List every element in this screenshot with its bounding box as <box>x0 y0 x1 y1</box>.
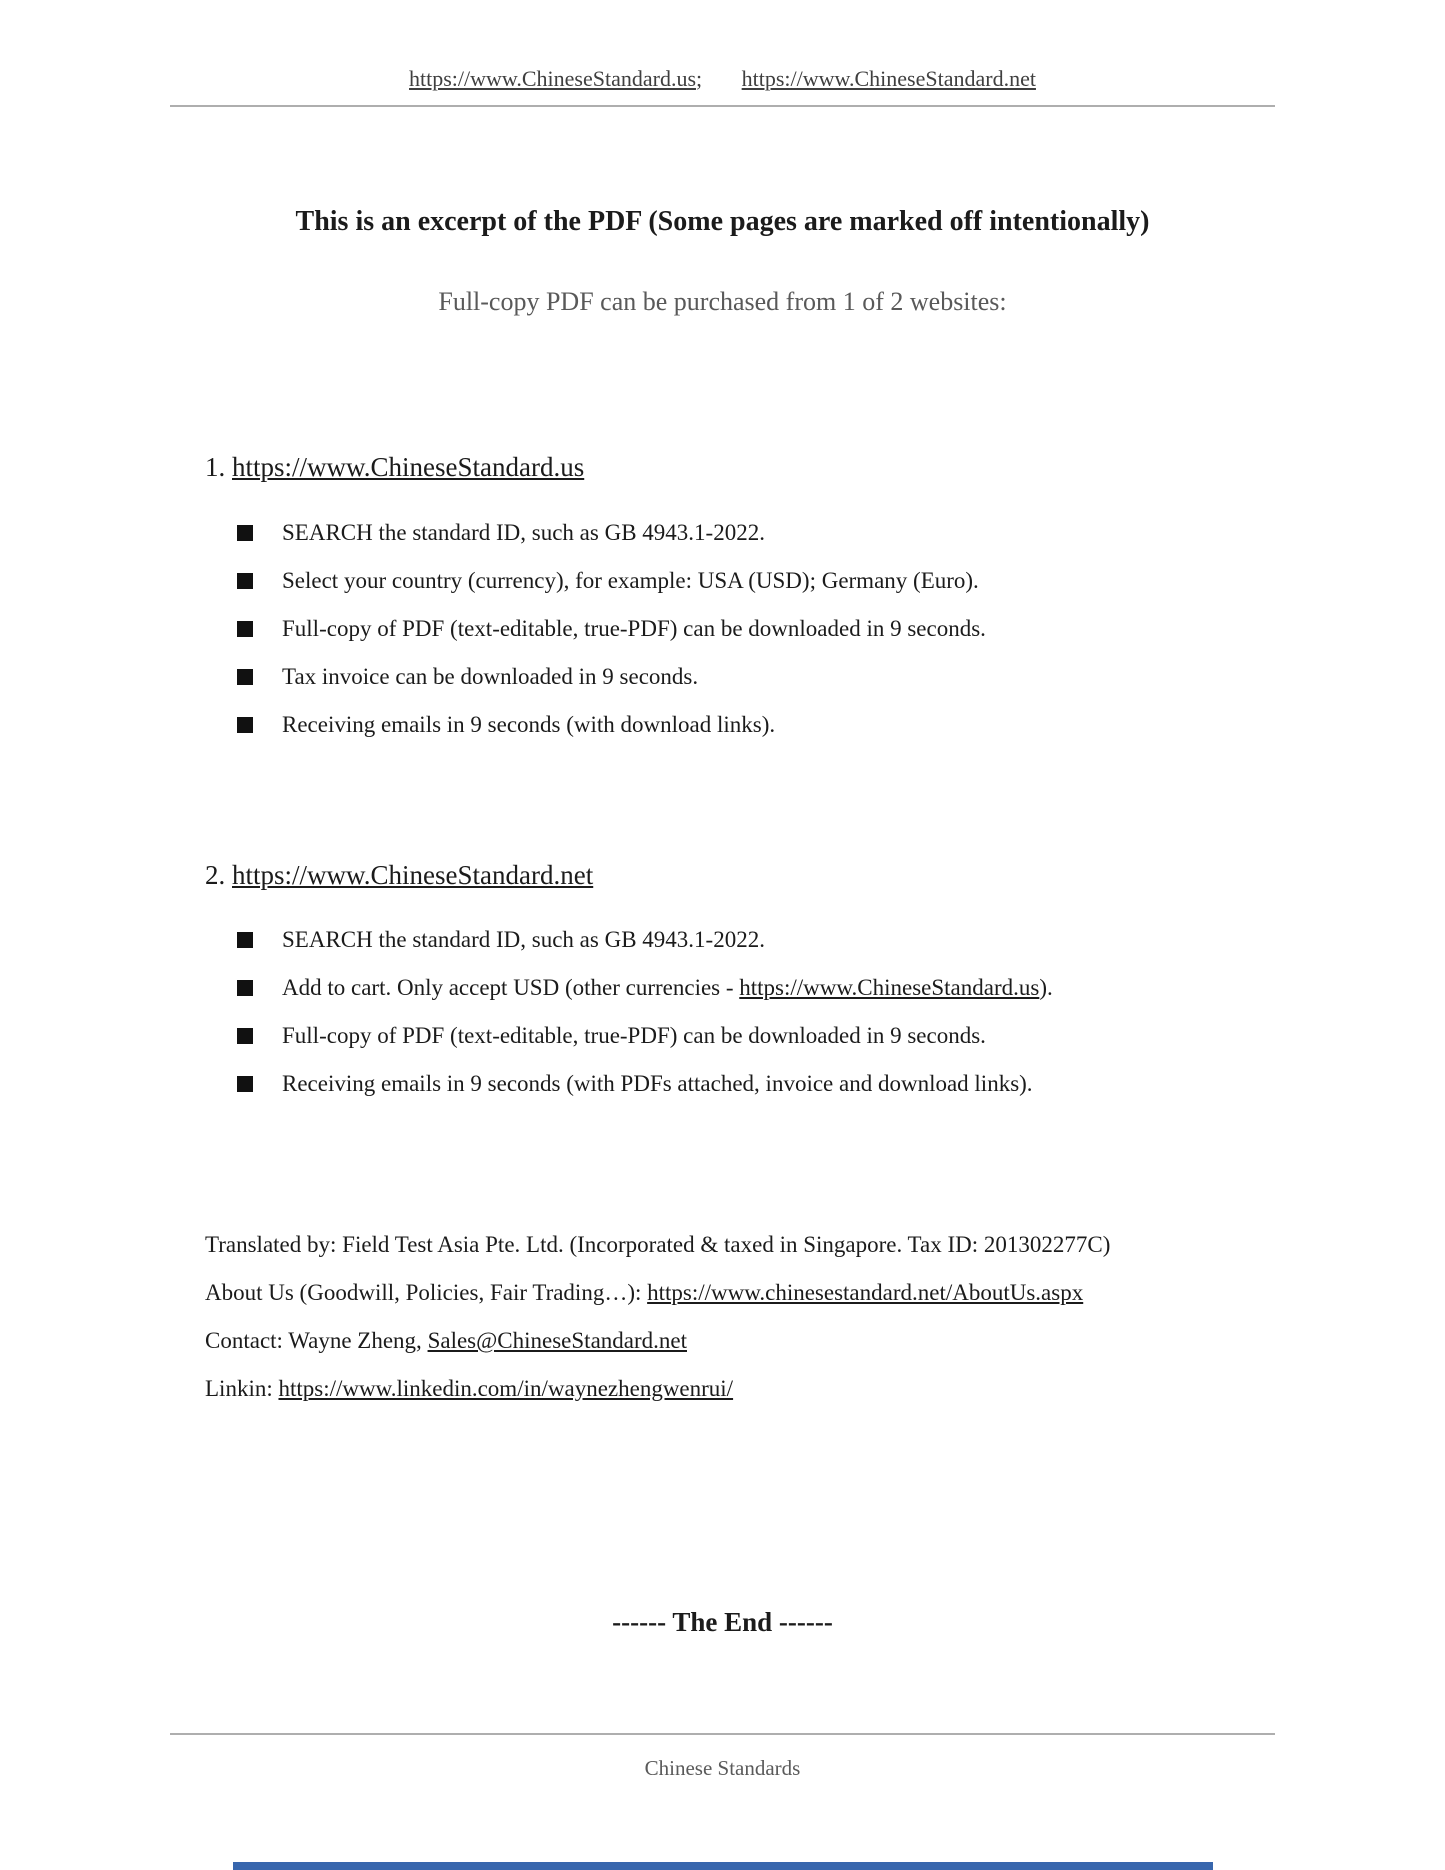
bullet-text <box>282 924 765 956</box>
bullet-text-pre: Full-copy of PDF (text-editable, true-PDF) can be downloaded in 9 seconds. <box>282 1023 986 1048</box>
info-text-pre: Linkin: <box>205 1376 279 1401</box>
sales-email-link[interactable]: Sales@ChineseStandard.net <box>427 1328 687 1353</box>
bullet-text-pre: Receiving emails in 9 seconds (with download links). <box>282 712 776 737</box>
contact-line <box>205 1317 1445 1365</box>
bullet-text-pre: SEARCH the standard ID, such as GB 4943.1-2022. <box>282 927 765 952</box>
header-divider <box>170 105 1275 107</box>
bullet-square-icon <box>237 717 253 733</box>
bullet-square-icon <box>237 980 253 996</box>
list-item <box>237 661 1445 693</box>
inline-link[interactable]: https://www.ChineseStandard.us <box>739 975 1040 1000</box>
bullet-square-icon <box>237 932 253 948</box>
bullet-square-icon <box>237 1028 253 1044</box>
section-2-number: 2. <box>205 860 226 890</box>
section-1-number: 1. <box>205 452 226 482</box>
bullet-text <box>282 1068 1033 1100</box>
section-1-heading <box>205 449 1445 485</box>
list-item <box>237 1020 1445 1052</box>
bullet-text <box>282 972 1053 1004</box>
bullet-square-icon <box>237 669 253 685</box>
info-text-pre: About Us (Goodwill, Policies, Fair Trading…): <box>205 1280 648 1305</box>
bullet-text-pre: Tax invoice can be downloaded in 9 seconds. <box>282 664 699 689</box>
section-2-bullet-list <box>0 924 1445 1100</box>
header-separator: ; <box>696 66 703 91</box>
section-2-link[interactable]: https://www.ChineseStandard.net <box>232 860 594 890</box>
bullet-square-icon <box>237 621 253 637</box>
list-item <box>237 517 1445 549</box>
bullet-text <box>282 517 765 549</box>
list-item <box>237 565 1445 597</box>
section-website-net <box>0 857 1445 1100</box>
linkedin-line <box>205 1365 1445 1413</box>
about-us-line <box>205 1269 1445 1317</box>
bullet-text-pre: Select your country (currency), for example: USA (USD); Germany (Euro). <box>282 568 979 593</box>
bullet-text <box>282 613 986 645</box>
bullet-text <box>282 565 979 597</box>
footer-label: Chinese Standards <box>644 1756 801 1780</box>
section-website-us <box>0 449 1445 741</box>
page-header <box>0 0 1445 95</box>
bullet-text <box>282 1020 986 1052</box>
bullet-text-pre: Full-copy of PDF (text-editable, true-PDF) can be downloaded in 9 seconds. <box>282 616 986 641</box>
bullet-text <box>282 661 698 693</box>
header-link-us[interactable]: https://www.ChineseStandard.us <box>409 66 697 91</box>
section-1-bullet-list <box>0 517 1445 741</box>
page-title: This is an excerpt of the PDF (Some pages are marked off intentionally) <box>295 206 1150 237</box>
footer-divider <box>170 1733 1275 1735</box>
bullet-square-icon <box>237 573 253 589</box>
bullet-text <box>282 709 775 741</box>
translated-by-line <box>205 1221 1445 1269</box>
bullet-text-post: ). <box>1039 975 1053 1000</box>
page-subtitle: Full-copy PDF can be purchased from 1 of 2 websites: <box>438 287 1007 316</box>
list-item <box>237 709 1445 741</box>
list-item <box>237 972 1445 1004</box>
bullet-square-icon <box>237 1076 253 1092</box>
the-end-marker: ------ The End ------ <box>612 1607 833 1637</box>
section-1-link[interactable]: https://www.ChineseStandard.us <box>232 452 585 482</box>
list-item <box>237 924 1445 956</box>
bullet-square-icon <box>237 525 253 541</box>
bullet-text-pre: SEARCH the standard ID, such as GB 4943.1-2022. <box>282 520 765 545</box>
about-us-link[interactable]: https://www.chinesestandard.net/AboutUs.aspx <box>647 1280 1084 1305</box>
info-text-pre: Translated by: Field Test Asia Pte. Ltd. (Incorporated & taxed in Singapore. Tax ID: 201302277C) <box>205 1232 1111 1257</box>
bottom-blue-bar <box>233 1862 1213 1870</box>
contact-info-block <box>205 1221 1445 1413</box>
linkedin-link[interactable]: https://www.linkedin.com/in/waynezhengwenrui/ <box>278 1376 734 1401</box>
section-2-heading <box>205 857 1445 893</box>
bullet-text-pre: Add to cart. Only accept USD (other currencies - <box>282 975 740 1000</box>
bullet-text-pre: Receiving emails in 9 seconds (with PDFs attached, invoice and download links). <box>282 1071 1033 1096</box>
header-link-net[interactable]: https://www.ChineseStandard.net <box>741 66 1036 91</box>
list-item <box>237 613 1445 645</box>
info-text-pre: Contact: Wayne Zheng, <box>205 1328 428 1353</box>
list-item <box>237 1068 1445 1100</box>
